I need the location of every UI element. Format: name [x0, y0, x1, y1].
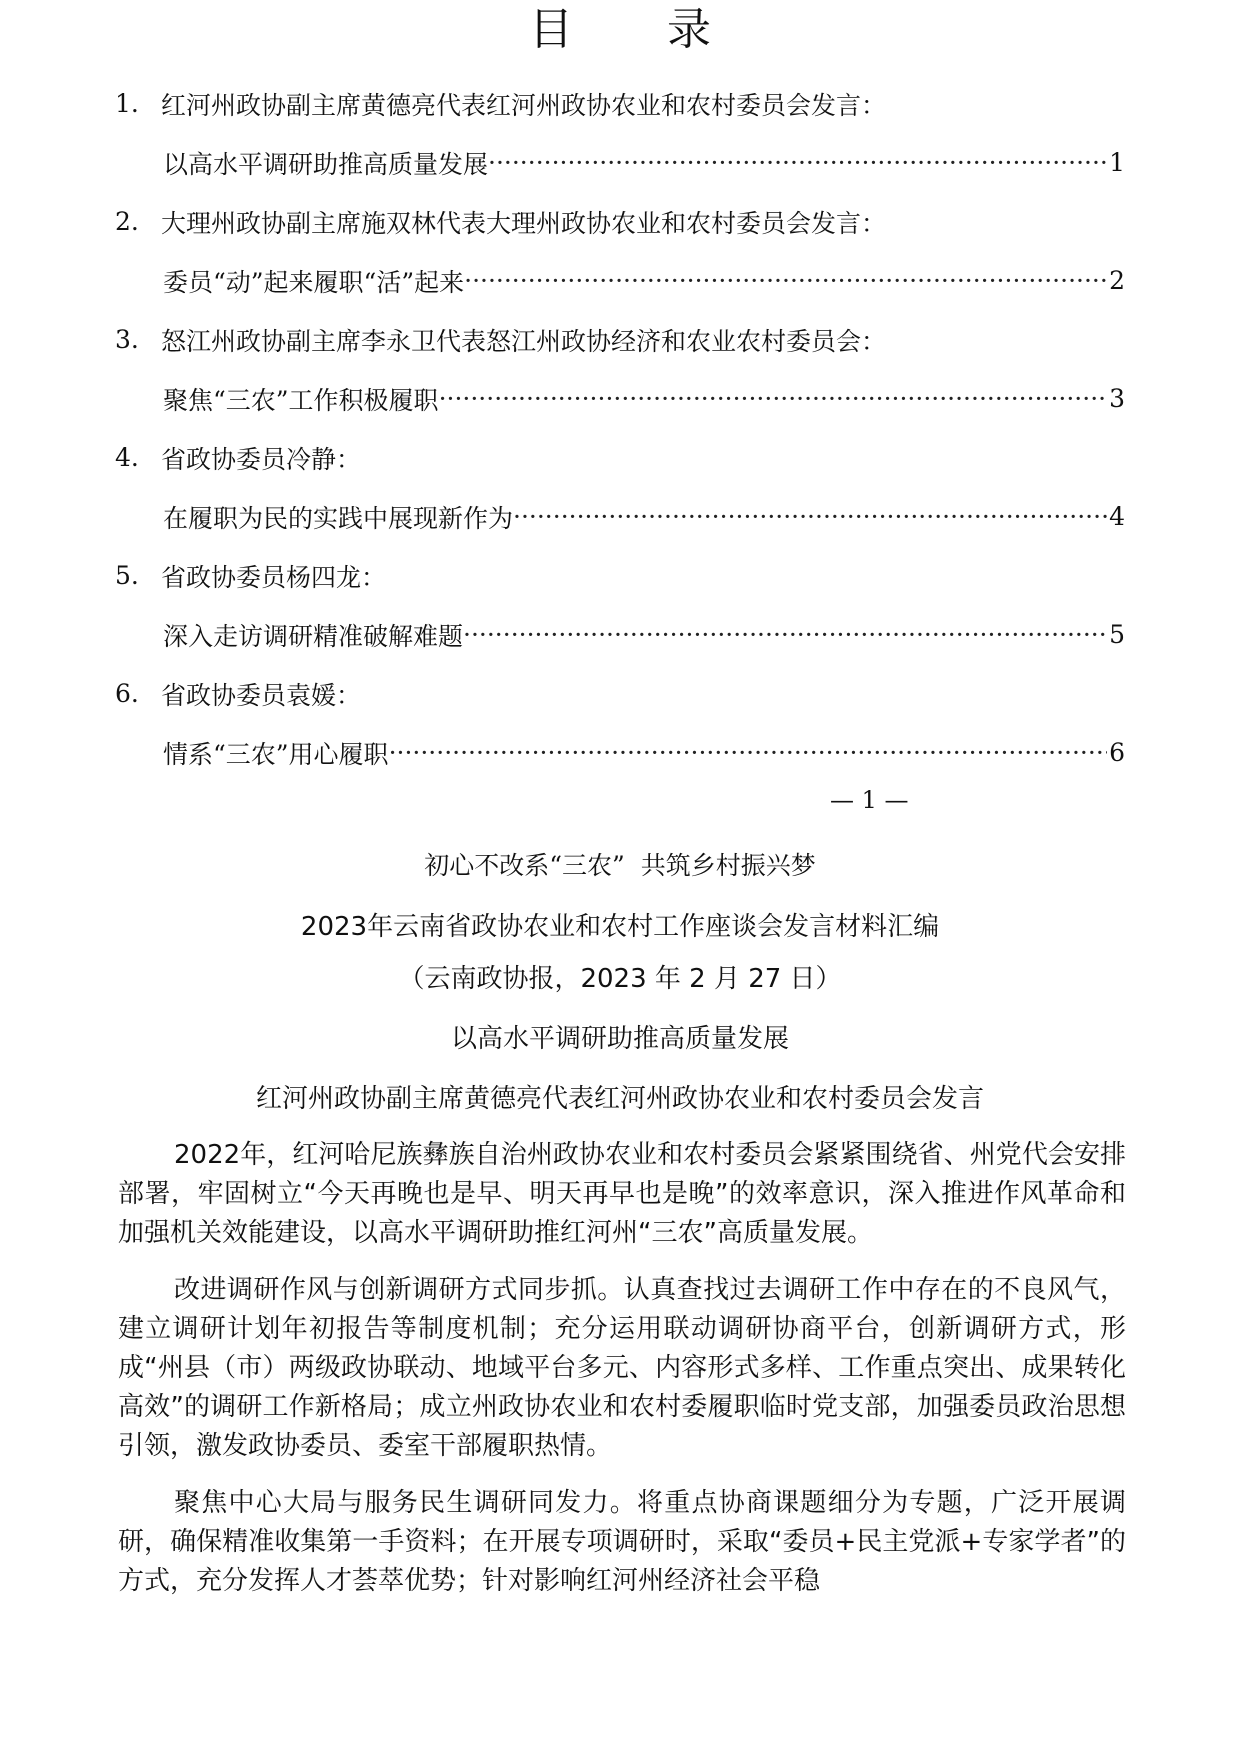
- toc-item-number: 1.: [115, 89, 139, 118]
- toc-item: [115, 192, 1125, 310]
- toc-page-number: 6: [1109, 738, 1125, 767]
- toc-item-number: 2.: [115, 207, 139, 236]
- toc-item: [115, 310, 1125, 428]
- toc-page-number: 4: [1109, 502, 1125, 531]
- paragraph: 2022年，红河哈尼族彝族自治州政协农业和农村委员会紧紧围绕省、州党代会安排部署，牢固树立“今天再晚也是早、明天再早也是晚”的效率意识，深入推进作风革命和加强机关效能建设，以高水平调研助推红河州“三农”高质量发展。: [118, 1140, 1126, 1248]
- toc-item-heading: 大理州政协副主席施双林代表大理州政协农业和农村委员会发言：: [161, 208, 887, 238]
- toc-page-number: 3: [1109, 384, 1125, 413]
- toc-item: [115, 664, 1125, 782]
- toc-item-number: 3.: [115, 325, 139, 354]
- table-of-contents: [115, 74, 1125, 782]
- toc-item-heading: 怒江州政协副主席李永卫代表怒江州政协经济和农业农村委员会：: [161, 326, 887, 356]
- leader-dots: [389, 738, 1107, 767]
- toc-item-subtitle: 在履职为民的实践中展现新作为: [163, 503, 514, 533]
- toc-entry-link[interactable]: [115, 487, 1125, 546]
- leader-dots: [488, 148, 1107, 177]
- toc-item-number: 5.: [115, 561, 139, 590]
- toc-page-number: 1: [1109, 148, 1125, 177]
- toc-item-subtitle: 以高水平调研助推高质量发展: [163, 149, 489, 179]
- leader-dots: [439, 384, 1107, 413]
- toc-entry-link[interactable]: [115, 133, 1125, 192]
- leader-dots: [513, 502, 1107, 531]
- toc-item-subtitle: 深入走访调研精准破解难题: [163, 621, 464, 651]
- motto: 初心不改系“三农” 共筑乡村振兴梦: [424, 851, 816, 880]
- article-body: [118, 1136, 1126, 1619]
- leader-dots: [463, 620, 1107, 649]
- toc-item-heading: 省政协委员冷静：: [161, 444, 362, 474]
- toc-item: [115, 74, 1125, 192]
- paragraph: 聚焦中心大局与服务民生调研同发力。将重点协商课题细分为专题，广泛开展调研，确保精准收集第一手资料；在开展专项调研时，采取“委员+民主党派+专家学者”的方式，充分发挥人才荟萃优势；针对影响红河州经济社会平稳: [118, 1488, 1126, 1596]
- toc-item-heading: 省政协委员杨四龙：: [161, 562, 387, 592]
- compilation-title: 2023年云南省政协农业和农村工作座谈会发言材料汇编: [300, 912, 940, 942]
- toc-entry-link[interactable]: [115, 251, 1125, 310]
- toc-item: [115, 428, 1125, 546]
- toc-entry-link[interactable]: [115, 723, 1125, 782]
- source-line: （云南政协报，2023 年 2 月 27 日）: [398, 964, 842, 994]
- speech-title: 以高水平调研助推高质量发展: [450, 1024, 789, 1054]
- page-number: — 1 —: [830, 786, 909, 814]
- speaker-line: 红河州政协副主席黄德亮代表红河州政协农业和农村委员会发言: [255, 1084, 984, 1114]
- toc-item-heading: 省政协委员袁媛：: [161, 680, 362, 710]
- toc-item-number: 4.: [115, 443, 139, 472]
- toc-item-subtitle: 聚焦“三农”工作积极履职: [163, 385, 439, 415]
- toc-item: [115, 546, 1125, 664]
- toc-page-number: 2: [1109, 266, 1125, 295]
- leader-dots: [464, 266, 1107, 295]
- toc-entry-link[interactable]: [115, 369, 1125, 428]
- toc-item-subtitle: 委员“动”起来履职“活”起来: [163, 267, 465, 297]
- toc-title: 目 录: [529, 4, 751, 55]
- toc-item-subtitle: 情系“三农”用心履职: [163, 739, 389, 769]
- toc-entry-link[interactable]: [115, 605, 1125, 664]
- toc-item-heading: 红河州政协副主席黄德亮代表红河州政协农业和农村委员会发言：: [161, 90, 887, 120]
- toc-item-number: 6.: [115, 679, 139, 708]
- paragraph: 改进调研作风与创新调研方式同步抓。认真查找过去调研工作中存在的不良风气，建立调研计划年初报告等制度机制；充分运用联动调研协商平台，创新调研方式，形成“州县（市）两级政协联动、地域平台多元、内容形式多样、工作重点突出、成果转化高效”的调研工作新格局；成立州政协农业和农村委履职临时党支部，加强委员政治思想引领，激发政协委员、委室干部履职热情。: [118, 1275, 1126, 1461]
- toc-page-number: 5: [1109, 620, 1125, 649]
